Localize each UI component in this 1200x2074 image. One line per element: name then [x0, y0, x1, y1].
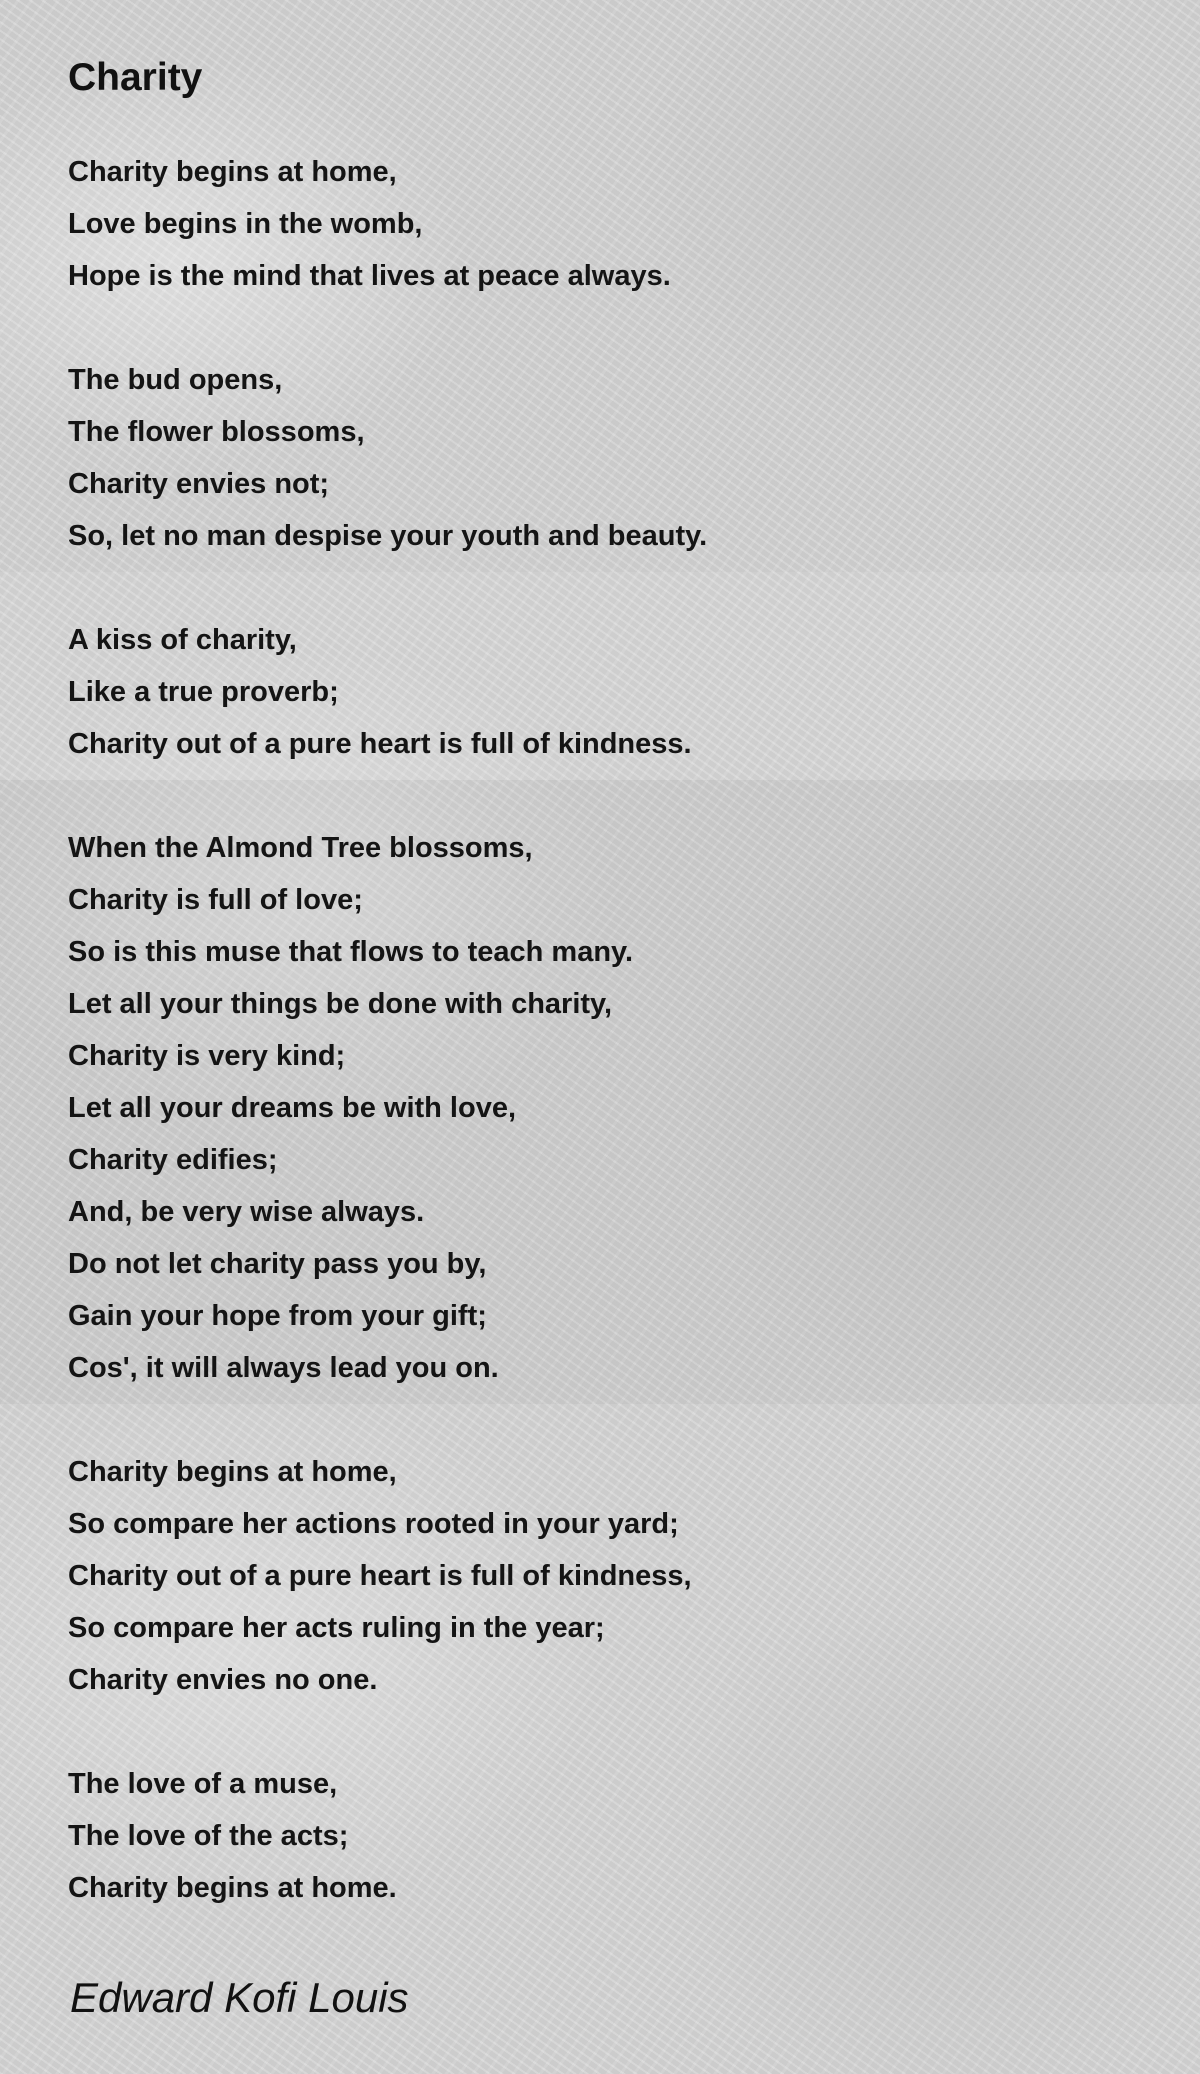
poem-line: Charity is full of love; [68, 884, 363, 916]
poem-line: Charity begins at home, [68, 156, 397, 188]
poem-line: Charity out of a pure heart is full of kindness, [68, 1560, 692, 1592]
poem-content [68, 50, 1148, 1966]
poem-author: Edward Kofi Louis [70, 1974, 409, 2021]
poem-line: Let all your dreams be with love, [68, 1092, 517, 1124]
poem-line: Gain your hope from your gift; [68, 1300, 487, 1332]
poem-line: Charity is very kind; [68, 1040, 346, 1072]
poem-title: Charity [68, 56, 203, 99]
stanza-2 [68, 354, 1148, 562]
poem-line: Charity envies not; [68, 468, 330, 500]
poem-line: The love of a muse, [68, 1768, 338, 1800]
poem-line: When the Almond Tree blossoms, [68, 832, 533, 864]
poem-line: And, be very wise always. [68, 1196, 425, 1228]
stanza-4 [68, 822, 1148, 1394]
poem-line: Charity begins at home. [68, 1872, 397, 1904]
poem-line: Charity begins at home, [68, 1456, 397, 1488]
poem-line: Charity out of a pure heart is full of kindness. [68, 728, 692, 760]
stanza-1 [68, 146, 1148, 302]
stanza-6 [68, 1758, 1148, 1914]
poem-line: The flower blossoms, [68, 416, 365, 448]
poem-line: The bud opens, [68, 364, 283, 396]
poem-line: Charity envies no one. [68, 1664, 378, 1696]
poem-line: So compare her acts ruling in the year; [68, 1612, 605, 1644]
stanza-3 [68, 614, 1148, 770]
poem-line: The love of the acts; [68, 1820, 349, 1852]
stanza-5 [68, 1446, 1148, 1706]
poem-line: So is this muse that flows to teach many. [68, 936, 634, 968]
poem-line: Let all your things be done with charity, [68, 988, 613, 1020]
poem-line: Do not let charity pass you by, [68, 1248, 487, 1280]
poem-line: Like a true proverb; [68, 676, 339, 708]
poem-line: Hope is the mind that lives at peace always. [68, 260, 671, 292]
poem-line: Charity edifies; [68, 1144, 278, 1176]
poem-line: Love begins in the womb, [68, 208, 423, 240]
poem-line: Cos', it will always lead you on. [68, 1352, 499, 1384]
poem-line: So compare her actions rooted in your yard; [68, 1508, 679, 1540]
poem-line: A kiss of charity, [68, 624, 297, 656]
poem-line: So, let no man despise your youth and beauty. [68, 520, 708, 552]
